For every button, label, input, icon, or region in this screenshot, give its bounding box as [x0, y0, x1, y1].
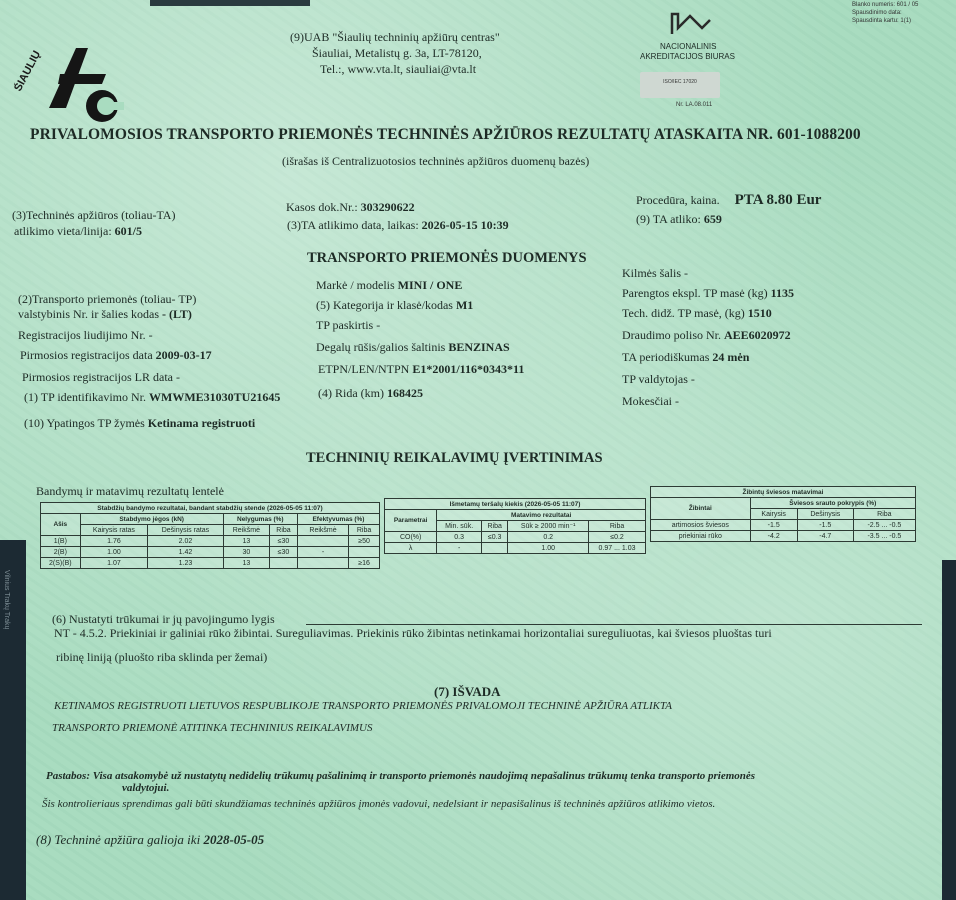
conclusion-line-2: TRANSPORTO PRIEMONĖ ATITINKA TECHNINIUS REIKALAVIMUS [52, 722, 373, 734]
corner-note-2: Spausdinimo data: [852, 10, 902, 16]
validity-date: 2028-05-05 [203, 832, 265, 847]
table-row: 2(S)(B) 1.07 1.23 13 ≥16 [41, 558, 380, 569]
notes-text-2: valdytojui. [122, 782, 170, 794]
inspection-period: TA periodiškumas 24 mėn [622, 350, 750, 364]
cash-label: Kasos dok.Nr.: [286, 200, 358, 214]
table-row: 1(B) 1.76 2.02 13 ≤30 ≥50 [41, 536, 380, 547]
defects-label: (6) Nustatyti trūkumai ir jų pavojingumo lygis [52, 612, 275, 626]
certificate-badge: ISO/IEC 17020 [640, 72, 720, 98]
validity [36, 832, 264, 848]
vehicle-purpose: TP paskirtis - [316, 318, 381, 332]
corner-note-1: Blanko numeris: 601 / 05 [852, 2, 919, 8]
report-subtitle: (išrašas iš Centralizuotosios techninės apžiūros duomenų bazės) [282, 154, 590, 168]
accreditation-logo-icon [668, 8, 724, 36]
vehicle-owner: TP valdytojas - [622, 372, 695, 386]
validity-label: (8) Techninė apžiūra galioja iki [36, 832, 201, 847]
performer-label: (9) TA atliko: [636, 212, 701, 226]
background-edge-right [942, 560, 956, 900]
cash-value: 303290622 [360, 200, 415, 214]
results-label: Bandymų ir matavimų rezultatų lentelė [36, 484, 224, 498]
procedure-label: Procedūra, kaina. [636, 193, 720, 207]
defects-text-1: NT - 4.5.2. Priekiniai ir galiniai rūko žibintai. Sureguliavimas. Priekinis rūko žibintas netinkamai horizontaliai sureguliuotas, kai šviesos pluoštas turi [54, 626, 772, 640]
notes-text-1: Visa atsakomybė už nustatytų nedidelių trūkumų pašalinimą ir transporto priemonės naudojimą nepašalinus trūkumų tenka transporto priemonės [92, 770, 756, 782]
first-registration-lt: Pirmosios registracijos LR data - [22, 370, 180, 384]
date-value: 2026-05-15 10:39 [421, 218, 509, 232]
accreditation-mark [630, 4, 805, 114]
emissions-table: Išmetamų teršalų kiekis (2026-05-05 11:07) Parametrai Matavimo rezultatai Min. sūk. Riba Sūk ≥ 2000 min⁻¹ Riba CO(%) 0.3 ≤0.3 0.2 ≤0.2 λ - 1.00 0.97 ... 1.03 [384, 498, 646, 554]
table-row: 2(B) 1.00 1.42 30 ≤30 - [41, 547, 380, 558]
max-mass: Tech. didž. TP masė, (kg) 1510 [622, 306, 772, 320]
table-row: priekiniai rūko -4.2 -4.7 -3.5 ... -0.5 [651, 531, 916, 542]
tech-heading: TECHNINIŲ REIKALAVIMŲ ĮVERTINIMAS [306, 450, 603, 466]
appeal-text: Šis kontrolieriaus sprendimas gali būti skundžiamas techninės apžiūros įmonės vadovui, nedelsiant ir nepasišalinus iš techninės apžiūros atlikimo vietos. [42, 798, 716, 810]
insurance-policy: Draudimo poliso Nr. AEE6020972 [622, 328, 791, 342]
brakes-table: Stabdžių bandymo rezultatai, bandant stabdžių stende (2026-05-05 11:07) Ašis Stabdymo jėgos (kN) Nelygumas (%) Efektyvumas (%) Kairysis ratas Dešinysis ratas Reikšmė Riba Reikšmė Riba 1(B) 1.76 2.02 13 ≤30 ≥50 2(B) 1.00 1.42 30 ≤30 - 2(S)(B) 1.07 1.23 13 ≥16 [40, 502, 380, 569]
place-label-1: (3)Techninės apžiūros (toliau-TA) [12, 208, 176, 222]
issuer-name: (9)UAB "Šiaulių techninių apžiūrų centras" [290, 30, 500, 44]
background-edge [150, 0, 310, 6]
table-row: λ - 1.00 0.97 ... 1.03 [385, 543, 646, 554]
curb-mass: Parengtos ekspl. TP masė (kg) 1135 [622, 286, 794, 300]
notes-label: Pastabos: [46, 770, 90, 782]
origin-country: Kilmės šalis - [622, 266, 688, 280]
fuel-type: Degalų rūšis/galios šaltinis BENZINAS [316, 340, 510, 354]
issuer-contacts: Tel.:, www.vta.lt, siauliai@vta.lt [320, 62, 477, 76]
type-approval: ETPN/LEN/NTPN E1*2001/116*0343*11 [318, 362, 525, 376]
accreditation-line2: AKREDITACIJOS BIURAS [640, 52, 735, 61]
date-label: (3)TA atlikimo data, laikas: [287, 218, 419, 232]
accreditation-line1: NACIONALINIS [660, 42, 717, 51]
first-registration-date: Pirmosios registracijos data 2009-03-17 [20, 348, 212, 362]
defects-underline [306, 624, 922, 625]
procedure-value: PTA 8.80 Eur [734, 192, 822, 208]
company-logo [14, 30, 134, 130]
place-value: 601/5 [114, 224, 142, 238]
mileage: (4) Rida (km) 168425 [318, 386, 423, 400]
special-marks: (10) Ypatingos TP žymės Ketinama registruoti [24, 416, 256, 430]
taxes: Mokesčiai - [622, 394, 679, 408]
conclusion-line-1: KETINAMOS REGISTRUOTI LIETUVOS RESPUBLIKOJE TRANSPORTO PRIEMONĖS PRIVALOMOJI TECHNINĖ APŽIŪRA ATLIKTA [54, 700, 672, 712]
vehicle-plate: valstybinis Nr. ir šalies kodas - (LT) [18, 307, 192, 321]
accreditation-number: Nr. LA.08.011 [676, 102, 713, 108]
table-row: CO(%) 0.3 ≤0.3 0.2 ≤0.2 [385, 532, 646, 543]
report-title: PRIVALOMOSIOS TRANSPORTO PRIEMONĖS TECHNINĖS APŽIŪROS REZULTATŲ ATASKAITA NR. 601-1088200 [30, 126, 861, 143]
table-row: artimosios šviesos -1.5 -1.5 -2.5 ... -0.5 [651, 520, 916, 531]
vehicle-heading: TRANSPORTO PRIEMONĖS DUOMENYS [307, 250, 587, 266]
issuer-address: Šiauliai, Metalistų g. 3a, LT-78120, [312, 46, 482, 60]
registration-certificate: Registracijos liudijimo Nr. - [18, 328, 153, 342]
vin: (1) TP identifikavimo Nr. WMWME31030TU21645 [24, 390, 281, 404]
logo-word: ŠIAULIŲ [14, 48, 44, 94]
side-text: Vilnius Trakų Trakų [3, 570, 10, 630]
place-label-2: atlikimo vieta/linija: [14, 224, 112, 238]
vehicle-left-0: (2)Transporto priemonės (toliau- TP) [18, 292, 197, 306]
category: (5) Kategorija ir klasė/kodas M1 [316, 298, 474, 312]
conclusion-heading: (7) IŠVADA [434, 684, 501, 699]
lights-table: Žibintų šviesos matavimai Žibintai Šviesos srauto pokrypis (%) Kairysis Dešinysis Riba artimosios šviesos -1.5 -1.5 -2.5 ... -0.5 priekiniai rūko -4.2 -4.7 -3.5 ... -0.5 [650, 486, 916, 542]
defects-text-2: ribinę liniją (pluošto riba sklinda per žemai) [56, 650, 268, 664]
corner-note-3: Spausdinta kartu: 1(1) [852, 18, 912, 24]
performer-value: 659 [703, 212, 722, 226]
make-model: Markė / modelis MINI / ONE [316, 278, 463, 292]
